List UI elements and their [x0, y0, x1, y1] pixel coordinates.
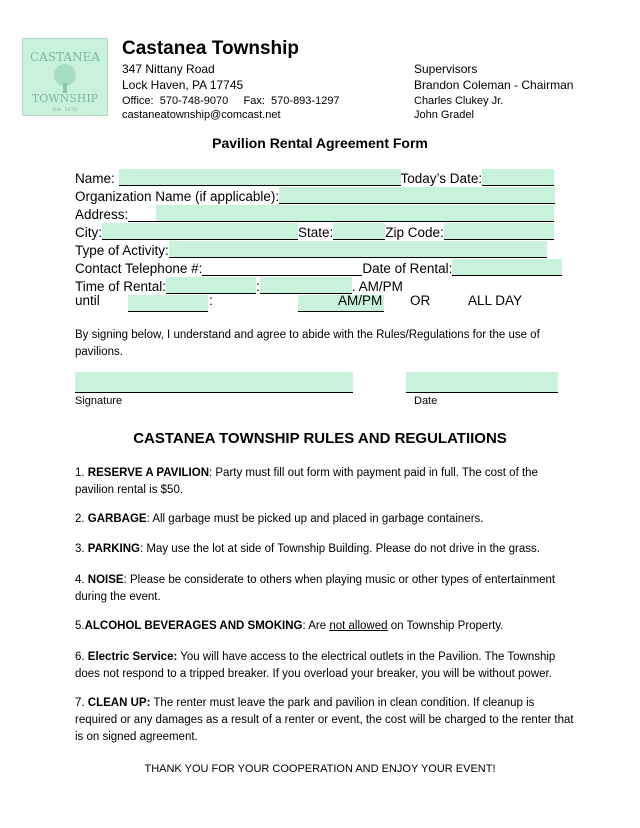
until-label: until: [75, 293, 100, 308]
todays-date-label: Today’s Date:: [400, 171, 483, 186]
zip-label: Zip Code:: [385, 225, 444, 240]
address-label: Address:: [75, 207, 129, 222]
rule-5-number: 5.: [75, 620, 85, 632]
rule-7-heading: CLEAN UP:: [87, 697, 151, 709]
logo-bottom-text: TOWNSHIP: [31, 92, 99, 105]
rule-4-number: 4.: [75, 574, 85, 586]
rule-6-number: 6.: [75, 651, 85, 663]
rule-6-text: You will have access to the electrical outlets in the Pavilion. The Township does not respond to a tripped breaker. If you overload your breaker, you will be without power.: [75, 651, 556, 680]
time-separator: :: [256, 279, 260, 294]
state-label: State:: [298, 225, 334, 240]
end-ampm: AM/PM: [338, 293, 383, 308]
rule-2-heading: GARBAGE: [87, 513, 147, 525]
rule-5-post: on Township Property.: [387, 620, 504, 632]
rule-4-heading: NOISE: [87, 574, 124, 586]
or-label: OR: [410, 293, 431, 308]
rules-title: CASTANEA TOWNSHIP RULES AND REGULATIIONS: [133, 430, 507, 447]
signature-field[interactable]: [75, 372, 353, 393]
township-logo: [22, 38, 108, 116]
rule-2-number: 2.: [75, 513, 85, 525]
rule-5-heading: ALCOHOL BEVERAGES AND SMOKING: [84, 620, 303, 632]
logo-est-text: Est. 1870: [52, 107, 78, 113]
rule-1-number: 1.: [75, 467, 85, 479]
agreement-text: By signing below, I understand and agree to abide with the Rules/Regulations for the use of pavilions.: [75, 329, 540, 358]
supervisor-1: Brandon Coleman - Chairman: [414, 78, 574, 92]
rule-5: [75, 618, 575, 635]
rental-date-label: Date of Rental:: [362, 261, 453, 276]
city-label: City:: [75, 225, 102, 240]
rule-2: [75, 511, 575, 528]
rule-1-heading: RESERVE A PAVILION: [87, 467, 209, 479]
rule-6-heading: Electric Service:: [87, 651, 178, 663]
office-phone: 570-748-9070: [159, 95, 229, 107]
supervisor-3: John Gradel: [414, 109, 474, 121]
organization-label: Organization Name (if applicable):: [75, 189, 280, 204]
rule-7-number: 7.: [75, 697, 85, 709]
rule-7-text: The renter must leave the park and pavilion in clean condition. If cleanup is required or any damages as a result of a renter or event, the cost will be charged to the renter that is on signed agreement.: [75, 697, 574, 743]
rule-3-number: 3.: [75, 543, 85, 555]
rule-4: [75, 572, 575, 606]
office-label: Office:: [122, 95, 154, 107]
rental-date-field[interactable]: [452, 259, 562, 276]
signature-label: Signature: [75, 395, 123, 407]
rule-3-heading: PARKING: [87, 543, 140, 555]
tree-icon: [54, 64, 76, 93]
signature-date-field[interactable]: [406, 372, 558, 393]
thank-you-footer: THANK YOU FOR YOUR COOPERATION AND ENJOY YOUR EVENT!: [144, 763, 496, 775]
rule-4-text: : Please be considerate to others when playing music or other types of entertainment during the event.: [75, 574, 556, 603]
end-time-separator: :: [209, 293, 213, 308]
until-row: [75, 292, 100, 310]
rule-1-text: : Party must fill out form with payment paid in full. The cost of the pavilion rental is $50.: [75, 467, 538, 496]
rule-5-pre: : Are: [302, 620, 330, 632]
rule-3-text: : May use the lot at side of Township Building. Please do not drive in the grass.: [139, 543, 540, 555]
signature-date-label: Date: [414, 395, 438, 407]
rule-5-underlined: not allowed: [329, 620, 388, 632]
supervisor-2: Charles Clukey Jr.: [414, 95, 504, 107]
form-title: Pavilion Rental Agreement Form: [212, 135, 428, 151]
logo-top-text: CASTANEA: [29, 50, 101, 64]
end-hour-field[interactable]: [128, 295, 208, 312]
address-line2: Lock Haven, PA 17745: [122, 78, 244, 92]
fax-label: Fax:: [243, 95, 265, 107]
rule-1: [75, 465, 575, 499]
org-name: Castanea Township: [122, 38, 300, 59]
rule-7: [75, 695, 575, 746]
fax-phone: 570-893-1297: [271, 95, 340, 107]
activity-label: Type of Activity:: [75, 243, 169, 258]
all-day-label: ALL DAY: [468, 293, 523, 308]
office-fax-line: [122, 94, 340, 108]
rule-3: [75, 541, 575, 558]
rule-2-text: : All garbage must be picked up and placed in garbage containers.: [146, 513, 484, 525]
email: castaneatownship@comcast.net: [122, 109, 281, 121]
rule-6: [75, 649, 575, 683]
phone-label: Contact Telephone #:: [75, 261, 203, 276]
start-ampm: . AM/PM: [351, 279, 403, 294]
supervisors-label: Supervisors: [414, 62, 478, 76]
time-label: Time of Rental:: [75, 279, 167, 294]
name-label: Name:: [75, 171, 115, 186]
address-line1: 347 Nittany Road: [122, 62, 215, 76]
